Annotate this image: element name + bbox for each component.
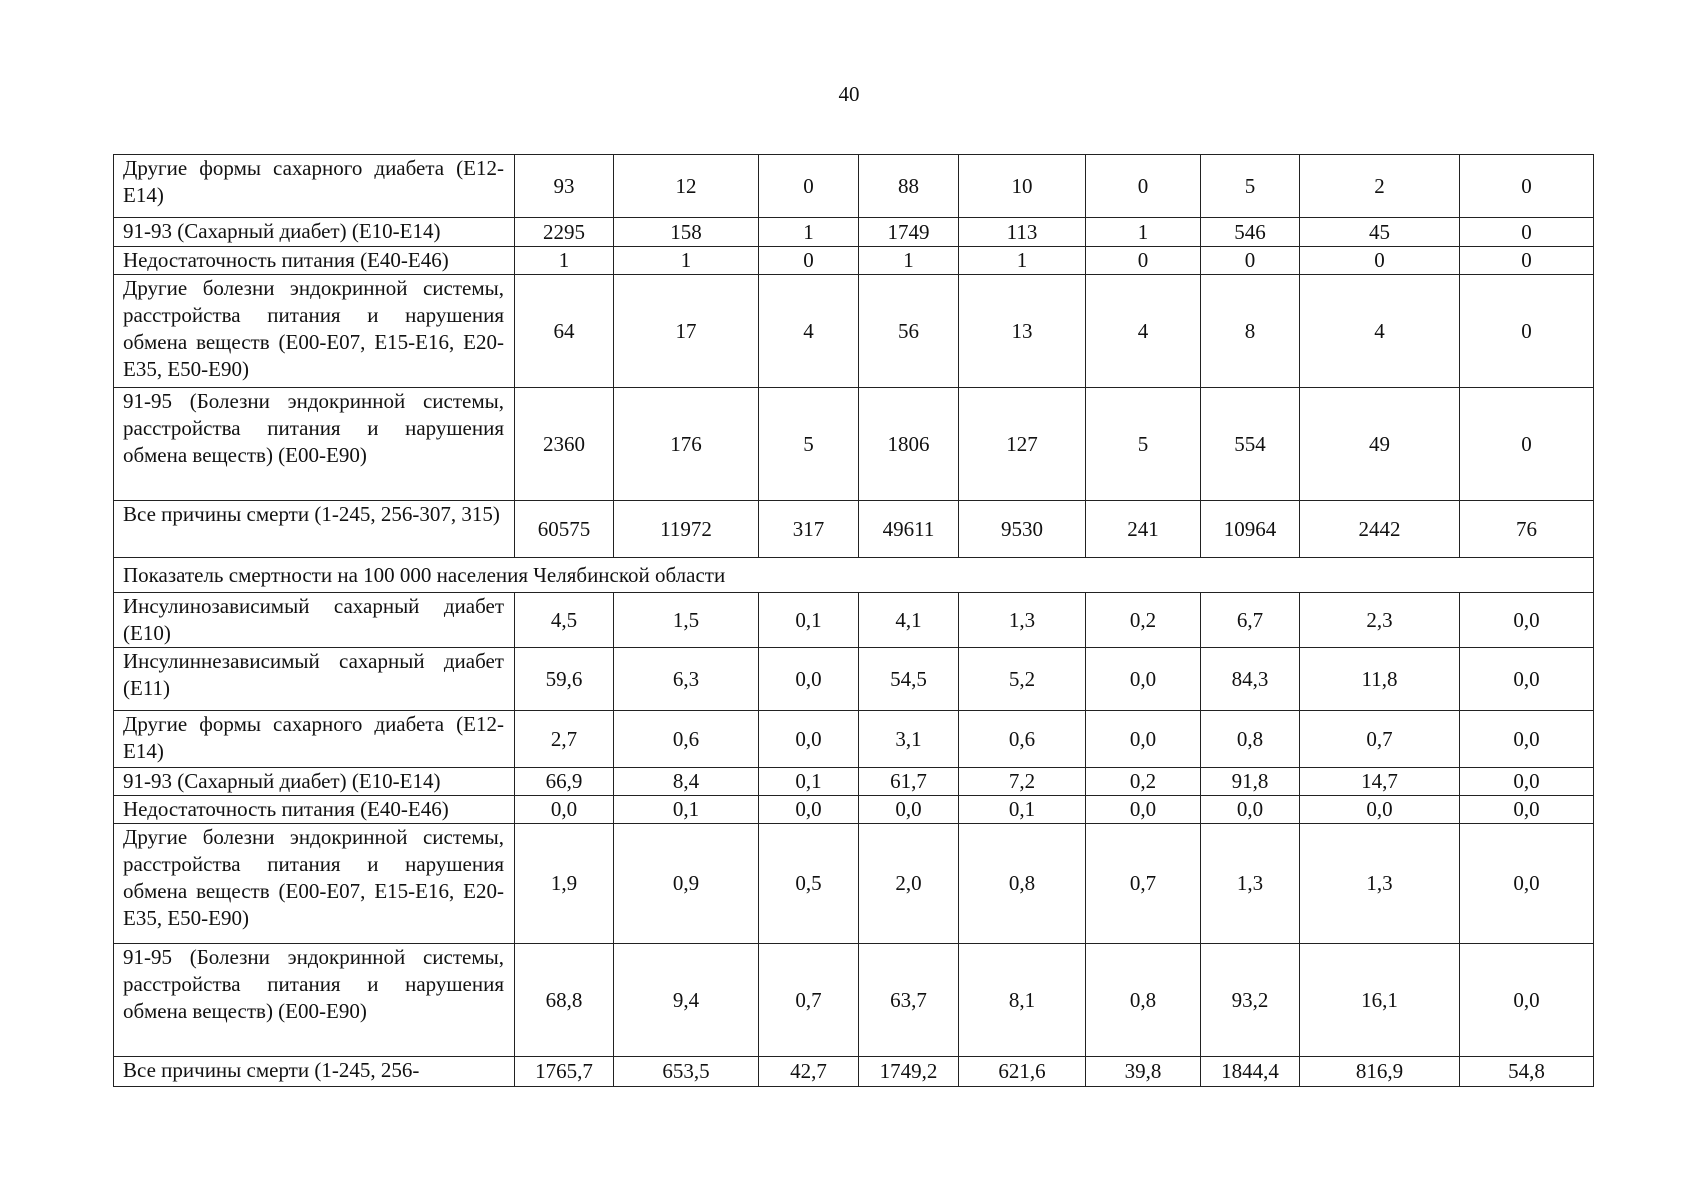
value-cell: 3,1 xyxy=(859,711,959,768)
value-cell: 10 xyxy=(959,155,1086,218)
value-cell: 0,0 xyxy=(1460,768,1594,796)
value-cell: 54,8 xyxy=(1460,1057,1594,1087)
value-cell: 49 xyxy=(1300,388,1460,501)
table-row xyxy=(114,944,1594,1057)
value-cell: 4 xyxy=(1086,275,1201,388)
value-cell: 0 xyxy=(1460,388,1594,501)
row-label: Другие болезни эндокринной системы, расстройства питания и нарушения обмена веществ (E00-E07, E15-E16, E20-E35, E50-E90) xyxy=(114,275,515,388)
row-label: Другие формы сахарного диабета (E12-E14) xyxy=(114,711,515,768)
value-cell: 0,1 xyxy=(759,593,859,648)
value-cell: 8 xyxy=(1201,275,1300,388)
value-cell: 1806 xyxy=(859,388,959,501)
value-cell: 6,7 xyxy=(1201,593,1300,648)
row-label: Другие формы сахарного диабета (E12-E14) xyxy=(114,155,515,218)
table-row xyxy=(114,648,1594,711)
value-cell: 1,5 xyxy=(614,593,759,648)
value-cell: 0,0 xyxy=(515,796,614,824)
value-cell: 0,6 xyxy=(959,711,1086,768)
value-cell: 0,1 xyxy=(959,796,1086,824)
value-cell: 1 xyxy=(1086,218,1201,247)
table-row xyxy=(114,388,1594,501)
value-cell: 88 xyxy=(859,155,959,218)
section-row xyxy=(114,558,1594,593)
value-cell: 13 xyxy=(959,275,1086,388)
value-cell: 10964 xyxy=(1201,501,1300,558)
page-number: 40 xyxy=(838,82,860,106)
value-cell: 113 xyxy=(959,218,1086,247)
value-cell: 158 xyxy=(614,218,759,247)
value-cell: 0,0 xyxy=(1086,648,1201,711)
value-cell: 0,5 xyxy=(759,824,859,944)
mortality-table xyxy=(113,154,1594,1087)
value-cell: 0,1 xyxy=(759,768,859,796)
value-cell: 0 xyxy=(1201,247,1300,275)
value-cell: 176 xyxy=(614,388,759,501)
value-cell: 0,0 xyxy=(759,796,859,824)
value-cell: 1,9 xyxy=(515,824,614,944)
table-row xyxy=(114,275,1594,388)
value-cell: 2295 xyxy=(515,218,614,247)
value-cell: 14,7 xyxy=(1300,768,1460,796)
value-cell: 54,5 xyxy=(859,648,959,711)
row-label: 91-93 (Сахарный диабет) (E10-E14) xyxy=(114,218,515,247)
table-body xyxy=(114,155,1594,1087)
value-cell: 241 xyxy=(1086,501,1201,558)
row-label: Недостаточность питания (E40-E46) xyxy=(114,247,515,275)
value-cell: 0,7 xyxy=(1086,824,1201,944)
table-row xyxy=(114,155,1594,218)
row-label: Все причины смерти (1-245, 256- xyxy=(114,1057,515,1087)
value-cell: 0,0 xyxy=(1460,796,1594,824)
table-row xyxy=(114,501,1594,558)
value-cell: 1 xyxy=(515,247,614,275)
row-label: Инсулиннезависимый сахарный диабет (E11) xyxy=(114,648,515,711)
value-cell: 91,8 xyxy=(1201,768,1300,796)
value-cell: 2442 xyxy=(1300,501,1460,558)
value-cell: 1,3 xyxy=(1300,824,1460,944)
value-cell: 0,2 xyxy=(1086,593,1201,648)
value-cell: 1 xyxy=(614,247,759,275)
value-cell: 0,8 xyxy=(959,824,1086,944)
row-label: Другие болезни эндокринной системы, расстройства питания и нарушения обмена веществ (E00-E07, E15-E16, E20-E35, E50-E90) xyxy=(114,824,515,944)
value-cell: 8,4 xyxy=(614,768,759,796)
value-cell: 61,7 xyxy=(859,768,959,796)
value-cell: 0,0 xyxy=(1460,824,1594,944)
value-cell: 0 xyxy=(1086,155,1201,218)
value-cell: 16,1 xyxy=(1300,944,1460,1057)
value-cell: 1 xyxy=(959,247,1086,275)
value-cell: 56 xyxy=(859,275,959,388)
value-cell: 64 xyxy=(515,275,614,388)
value-cell: 9530 xyxy=(959,501,1086,558)
table-row xyxy=(114,1057,1594,1087)
value-cell: 11,8 xyxy=(1300,648,1460,711)
value-cell: 0,0 xyxy=(1460,648,1594,711)
value-cell: 5 xyxy=(759,388,859,501)
table-row xyxy=(114,824,1594,944)
value-cell: 4,5 xyxy=(515,593,614,648)
table-row xyxy=(114,593,1594,648)
value-cell: 0 xyxy=(759,247,859,275)
row-label: Инсулинозависимый сахарный диабет (E10) xyxy=(114,593,515,648)
table-row xyxy=(114,247,1594,275)
value-cell: 127 xyxy=(959,388,1086,501)
value-cell: 554 xyxy=(1201,388,1300,501)
value-cell: 4,1 xyxy=(859,593,959,648)
table-row xyxy=(114,218,1594,247)
row-label: 91-93 (Сахарный диабет) (E10-E14) xyxy=(114,768,515,796)
row-label: Все причины смерти (1-245, 256-307, 315) xyxy=(114,501,515,558)
value-cell: 0,0 xyxy=(1460,944,1594,1057)
value-cell: 5 xyxy=(1201,155,1300,218)
row-label: 91-95 (Болезни эндокринной системы, расстройства питания и нарушения обмена веществ) (E00-E90) xyxy=(114,944,515,1057)
value-cell: 1,3 xyxy=(959,593,1086,648)
value-cell: 2 xyxy=(1300,155,1460,218)
value-cell: 2360 xyxy=(515,388,614,501)
value-cell: 49611 xyxy=(859,501,959,558)
value-cell: 93 xyxy=(515,155,614,218)
value-cell: 0,0 xyxy=(1201,796,1300,824)
value-cell: 2,0 xyxy=(859,824,959,944)
table-row xyxy=(114,796,1594,824)
value-cell: 39,8 xyxy=(1086,1057,1201,1087)
value-cell: 7,2 xyxy=(959,768,1086,796)
value-cell: 5,2 xyxy=(959,648,1086,711)
value-cell: 1,3 xyxy=(1201,824,1300,944)
value-cell: 0,7 xyxy=(759,944,859,1057)
value-cell: 76 xyxy=(1460,501,1594,558)
value-cell: 0,0 xyxy=(1300,796,1460,824)
value-cell: 0,7 xyxy=(1300,711,1460,768)
value-cell: 0,0 xyxy=(759,648,859,711)
row-label: Недостаточность питания (E40-E46) xyxy=(114,796,515,824)
value-cell: 0 xyxy=(1460,247,1594,275)
value-cell: 0,0 xyxy=(759,711,859,768)
value-cell: 8,1 xyxy=(959,944,1086,1057)
value-cell: 1765,7 xyxy=(515,1057,614,1087)
value-cell: 45 xyxy=(1300,218,1460,247)
value-cell: 0 xyxy=(1086,247,1201,275)
value-cell: 68,8 xyxy=(515,944,614,1057)
value-cell: 6,3 xyxy=(614,648,759,711)
value-cell: 0,0 xyxy=(1460,711,1594,768)
value-cell: 0,6 xyxy=(614,711,759,768)
value-cell: 66,9 xyxy=(515,768,614,796)
value-cell: 0,0 xyxy=(1460,593,1594,648)
value-cell: 0,0 xyxy=(859,796,959,824)
value-cell: 17 xyxy=(614,275,759,388)
value-cell: 59,6 xyxy=(515,648,614,711)
value-cell: 5 xyxy=(1086,388,1201,501)
row-label: 91-95 (Болезни эндокринной системы, расстройства питания и нарушения обмена веществ) (E00-E90) xyxy=(114,388,515,501)
value-cell: 2,3 xyxy=(1300,593,1460,648)
value-cell: 9,4 xyxy=(614,944,759,1057)
value-cell: 816,9 xyxy=(1300,1057,1460,1087)
value-cell: 1 xyxy=(759,218,859,247)
value-cell: 0 xyxy=(1460,275,1594,388)
value-cell: 0,0 xyxy=(1086,711,1201,768)
value-cell: 0 xyxy=(1460,155,1594,218)
value-cell: 1844,4 xyxy=(1201,1057,1300,1087)
value-cell: 0,8 xyxy=(1201,711,1300,768)
value-cell: 11972 xyxy=(614,501,759,558)
value-cell: 0 xyxy=(759,155,859,218)
value-cell: 42,7 xyxy=(759,1057,859,1087)
value-cell: 621,6 xyxy=(959,1057,1086,1087)
value-cell: 1749,2 xyxy=(859,1057,959,1087)
value-cell: 2,7 xyxy=(515,711,614,768)
value-cell: 0 xyxy=(1300,247,1460,275)
table-row xyxy=(114,768,1594,796)
value-cell: 93,2 xyxy=(1201,944,1300,1057)
value-cell: 317 xyxy=(759,501,859,558)
value-cell: 12 xyxy=(614,155,759,218)
value-cell: 4 xyxy=(1300,275,1460,388)
value-cell: 0,8 xyxy=(1086,944,1201,1057)
value-cell: 1 xyxy=(859,247,959,275)
value-cell: 84,3 xyxy=(1201,648,1300,711)
value-cell: 0,9 xyxy=(614,824,759,944)
value-cell: 0,2 xyxy=(1086,768,1201,796)
value-cell: 546 xyxy=(1201,218,1300,247)
value-cell: 4 xyxy=(759,275,859,388)
value-cell: 0 xyxy=(1460,218,1594,247)
value-cell: 60575 xyxy=(515,501,614,558)
table-row xyxy=(114,711,1594,768)
value-cell: 0,1 xyxy=(614,796,759,824)
value-cell: 0,0 xyxy=(1086,796,1201,824)
section-heading: Показатель смертности на 100 000 населения Челябинской области xyxy=(114,558,1594,593)
value-cell: 1749 xyxy=(859,218,959,247)
value-cell: 63,7 xyxy=(859,944,959,1057)
value-cell: 653,5 xyxy=(614,1057,759,1087)
